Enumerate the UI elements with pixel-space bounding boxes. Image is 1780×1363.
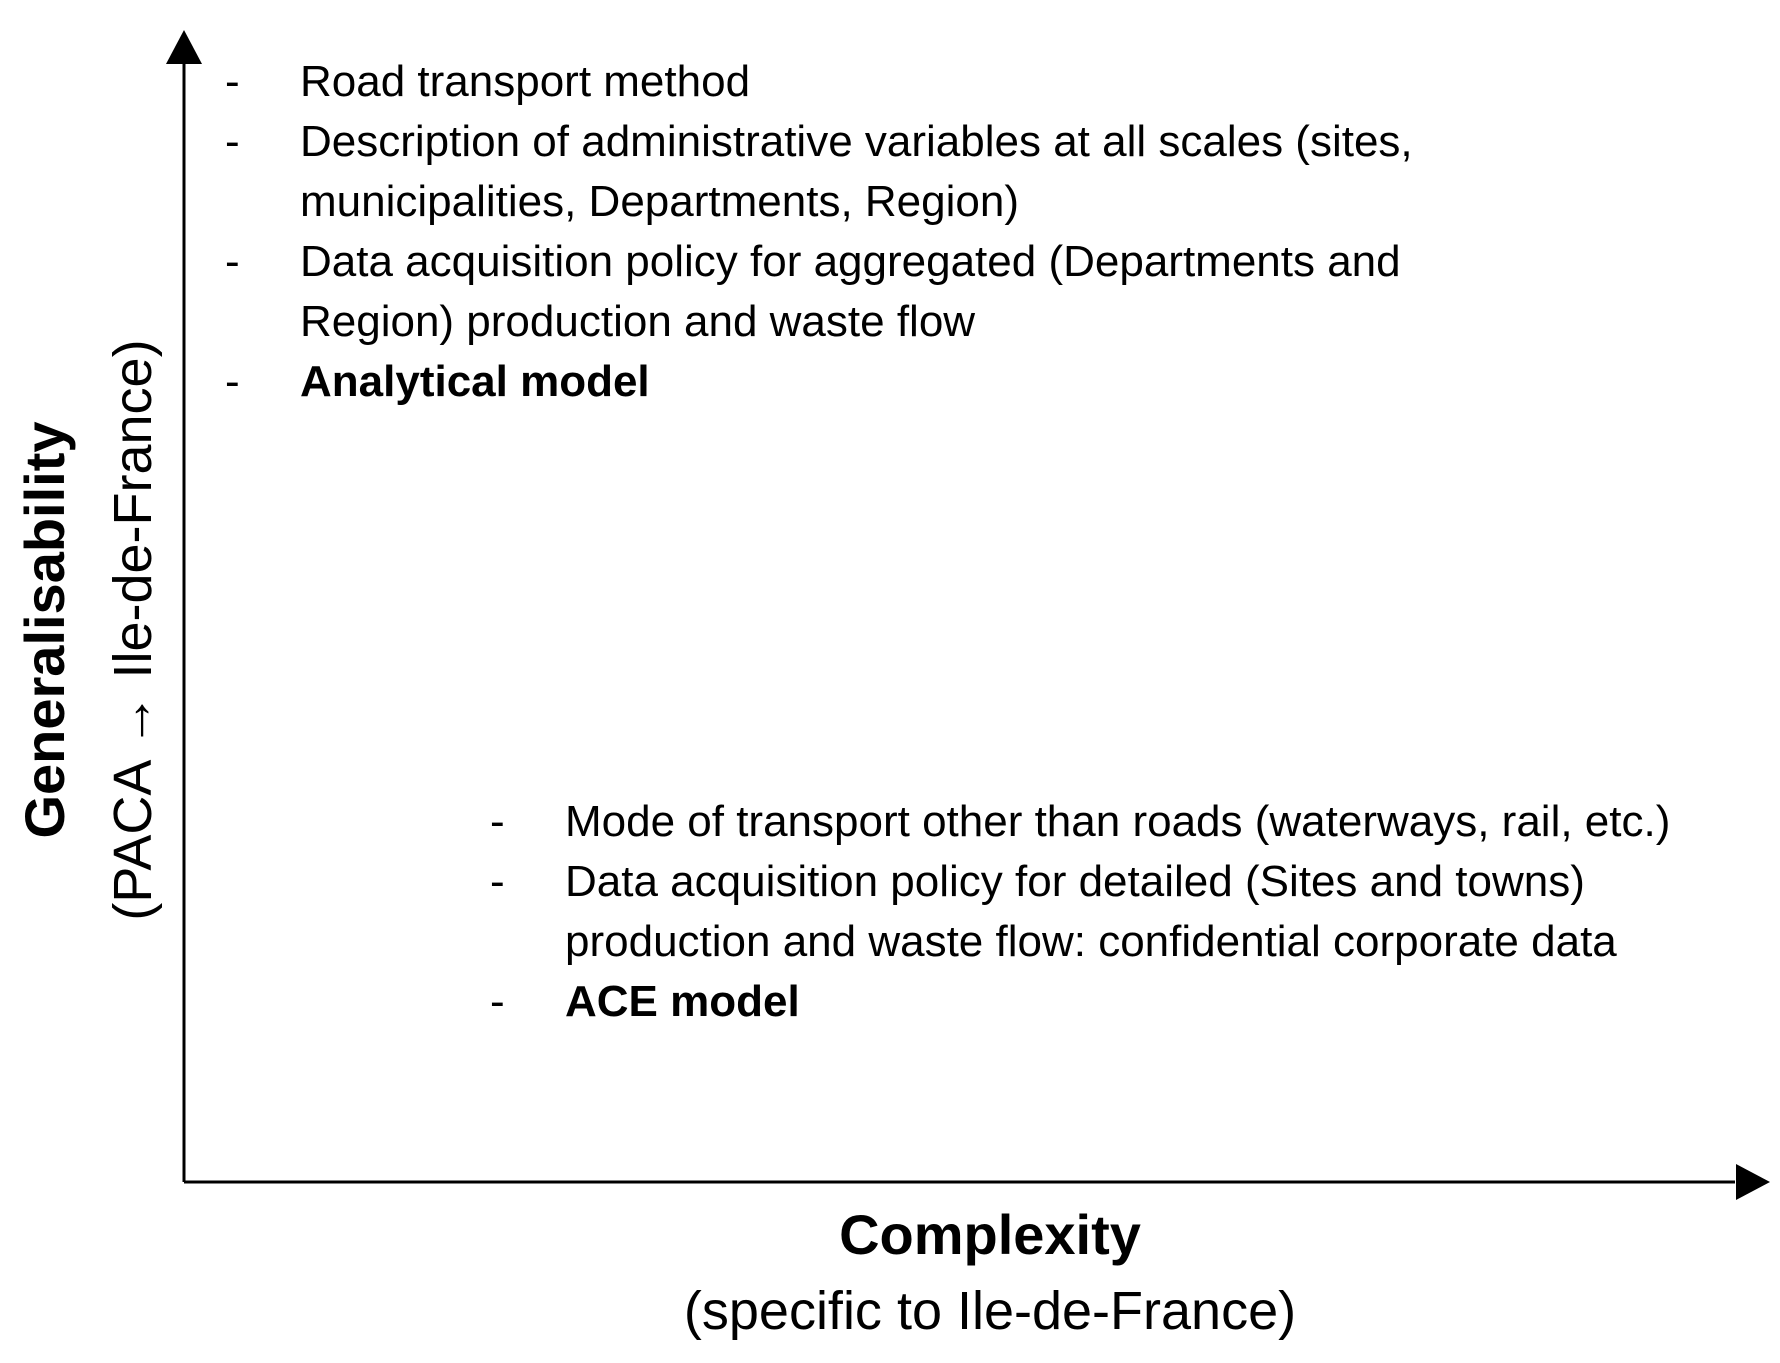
bottom-right-list bbox=[490, 792, 1690, 1032]
y-axis-arrowhead bbox=[166, 30, 202, 64]
list-item-text: Road transport method bbox=[300, 57, 751, 106]
bullet-dash: - bbox=[225, 237, 240, 286]
x-axis-title: Complexity bbox=[839, 1203, 1141, 1266]
list-item-text: Mode of transport other than roads (waterways, rail, etc.) bbox=[565, 797, 1671, 846]
bullet-dash: - bbox=[490, 797, 505, 846]
bullet-dash: - bbox=[225, 117, 240, 166]
bullet-dash: - bbox=[225, 57, 240, 106]
list-item-text: Analytical model bbox=[300, 357, 650, 406]
list-item-detailed-data-policy bbox=[490, 852, 1690, 972]
list-item-text: Data acquisition policy for detailed (Sites and towns) production and waste flow: confidential corporate data bbox=[565, 857, 1617, 966]
x-axis-subtitle: (specific to Ile-de-France) bbox=[683, 1281, 1297, 1341]
list-item-analytical-model bbox=[225, 352, 1505, 412]
list-item-administrative-variables bbox=[225, 112, 1505, 232]
list-item-ace-model bbox=[490, 972, 1690, 1032]
top-left-list bbox=[225, 52, 1505, 412]
y-axis-title: Generalisability bbox=[13, 421, 76, 839]
x-axis-arrowhead bbox=[1736, 1164, 1770, 1200]
list-item-other-transport-modes bbox=[490, 792, 1690, 852]
list-item-text: Data acquisition policy for aggregated (Departments and Region) production and waste flow bbox=[300, 237, 1401, 346]
y-axis-subtitle: (PACA → Ile-de-France) bbox=[103, 339, 163, 921]
list-item-aggregated-data-policy bbox=[225, 232, 1505, 352]
bullet-dash: - bbox=[490, 977, 505, 1026]
y-axis-label bbox=[10, 130, 190, 1130]
list-item-text: Description of administrative variables at all scales (sites, municipalities, Departments, Region) bbox=[300, 117, 1413, 226]
bullet-dash: - bbox=[490, 857, 505, 906]
bullet-dash: - bbox=[225, 357, 240, 406]
list-item-text: ACE model bbox=[565, 977, 800, 1026]
list-item-road-transport bbox=[225, 52, 1505, 112]
